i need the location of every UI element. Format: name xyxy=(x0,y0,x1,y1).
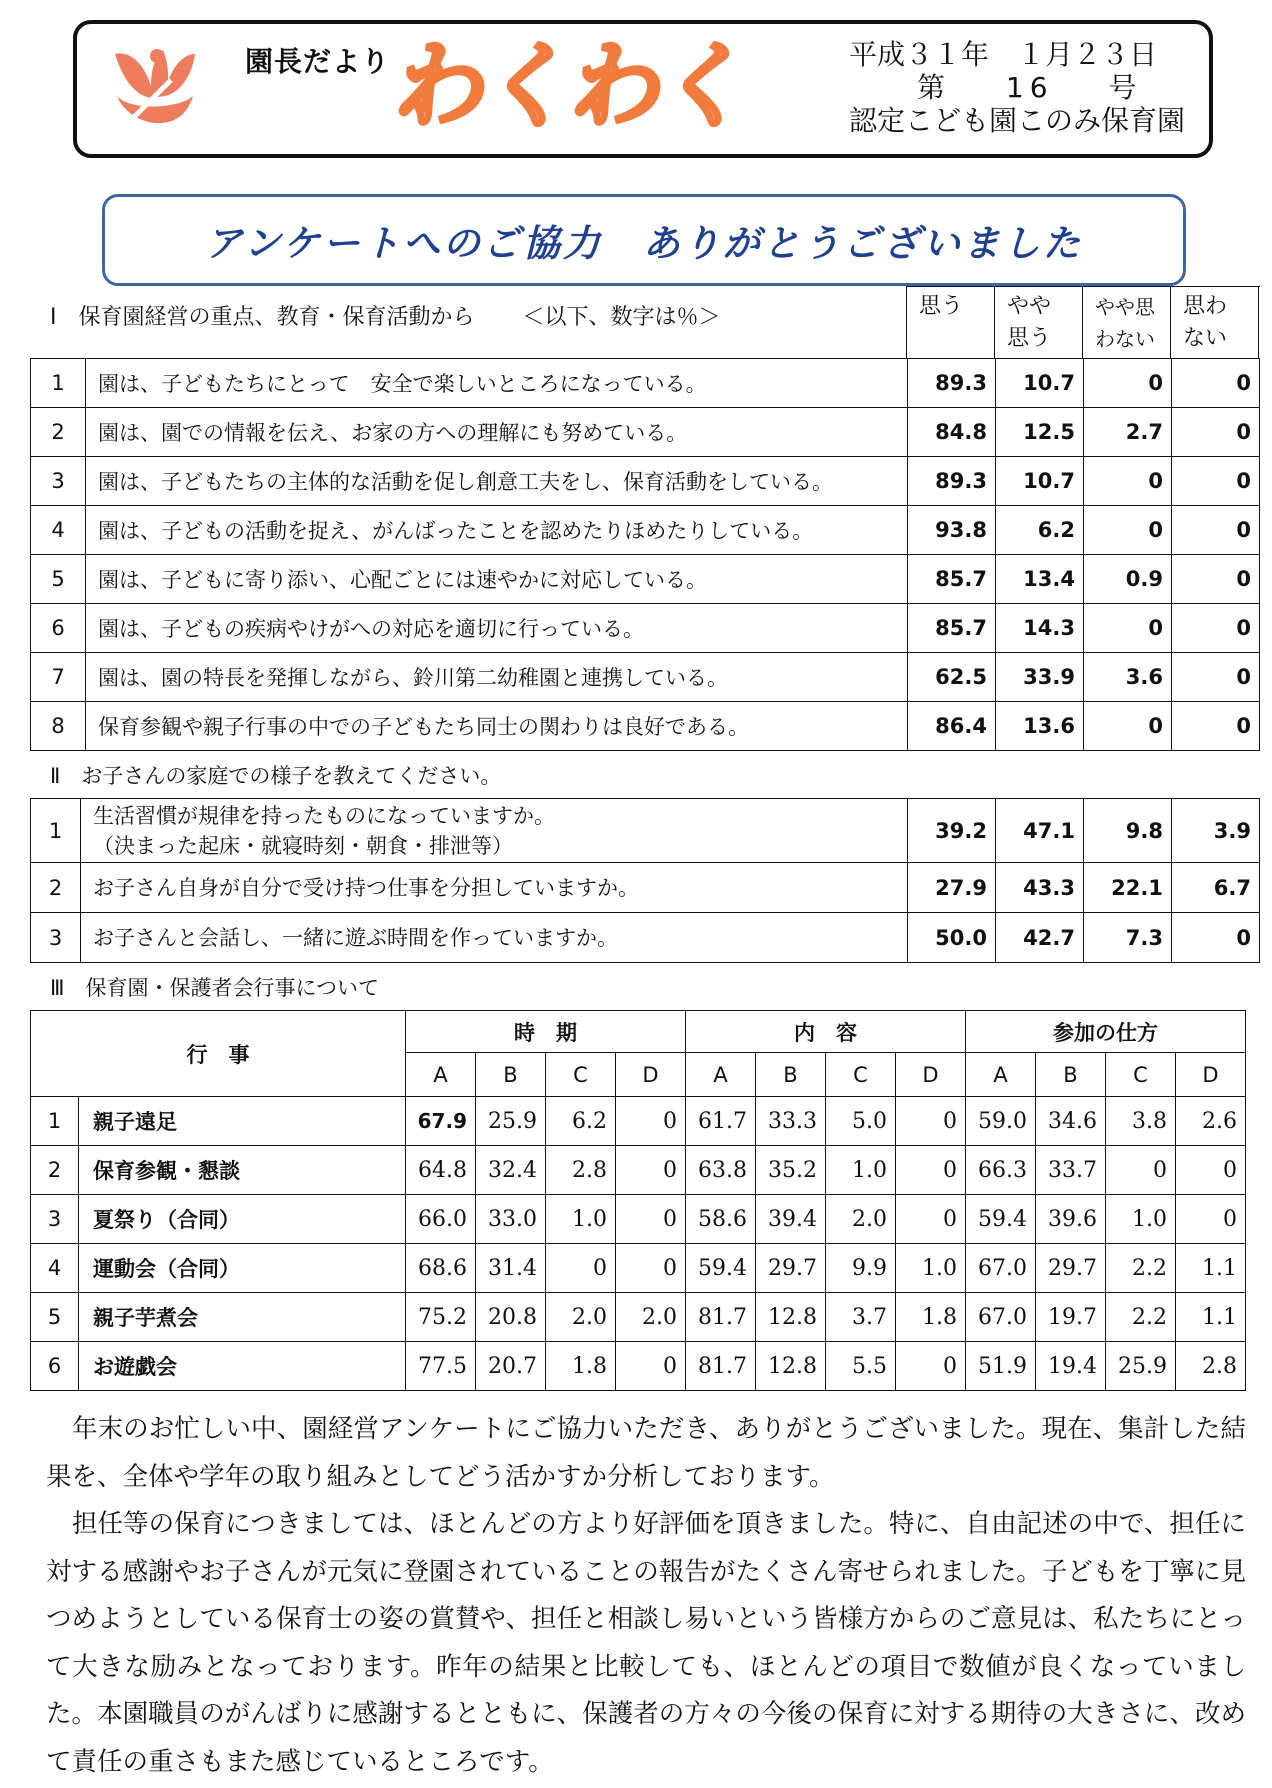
percent-value: 0 xyxy=(1172,506,1260,555)
percent-value: 0 xyxy=(896,1097,966,1146)
percent-value: 0 xyxy=(616,1195,686,1244)
percent-value: 25.9 xyxy=(476,1097,546,1146)
table-row xyxy=(31,1244,1246,1293)
event-name: 運動会（合同） xyxy=(79,1244,406,1293)
percent-value: 0 xyxy=(616,1097,686,1146)
percent-value: 29.7 xyxy=(1036,1244,1106,1293)
table-row xyxy=(31,1293,1246,1342)
table-row xyxy=(31,653,1260,702)
percent-value: 2.8 xyxy=(1176,1342,1246,1391)
subcolumn-header: A xyxy=(406,1053,476,1097)
percent-value: 89.3 xyxy=(908,457,996,506)
group-header: 内 容 xyxy=(686,1011,966,1053)
subcolumn-header: C xyxy=(826,1053,896,1097)
table-row xyxy=(31,702,1260,751)
question-text: 園は、子どもたちにとって 安全で楽しいところになっている。 xyxy=(86,359,908,408)
percent-value: 58.6 xyxy=(686,1195,756,1244)
subcolumn-header: D xyxy=(616,1053,686,1097)
question-subtext: （決まった起床・就寝時刻・朝食・排泄等） xyxy=(93,833,513,858)
thanks-banner xyxy=(102,194,1186,286)
percent-value: 3.6 xyxy=(1084,653,1172,702)
issue-suffix: 号 xyxy=(1108,71,1143,104)
issue-info xyxy=(849,38,1189,137)
row-number: 1 xyxy=(31,1097,79,1146)
percent-value: 0 xyxy=(1084,604,1172,653)
col-header-disagree: 思わ ない xyxy=(1171,287,1259,358)
percent-value: 0 xyxy=(896,1146,966,1195)
percent-value: 75.2 xyxy=(406,1293,476,1342)
table-row xyxy=(31,799,1260,863)
percent-value: 0 xyxy=(1084,702,1172,751)
closing-message xyxy=(46,1406,1246,1786)
percent-value: 1.0 xyxy=(896,1244,966,1293)
paragraph-1: 年末のお忙しい中、園経営アンケートにご協力いただき、ありがとうございました。現在、集計した結果を、全体や学年の取り組みとしてどう活かすか分析しております。 xyxy=(46,1414,1246,1492)
percent-value: 2.7 xyxy=(1084,408,1172,457)
percent-value: 34.6 xyxy=(1036,1097,1106,1146)
newsletter-title: わくわく xyxy=(389,33,757,140)
group-header: 参加の仕方 xyxy=(966,1011,1246,1053)
percent-value: 13.4 xyxy=(996,555,1084,604)
percent-value: 6.7 xyxy=(1172,863,1260,913)
percent-value: 0 xyxy=(1172,408,1260,457)
event-header: 行 事 xyxy=(31,1011,406,1097)
table-row xyxy=(31,1097,1246,1146)
newsletter-header xyxy=(73,20,1213,158)
section3-table xyxy=(30,1010,1246,1391)
question-text: お子さんと会話し、一緒に遊ぶ時間を作っていますか。 xyxy=(93,925,618,950)
percent-value: 85.7 xyxy=(908,555,996,604)
subcolumn-header: B xyxy=(1036,1053,1106,1097)
percent-value: 0 xyxy=(1084,506,1172,555)
subcolumn-header: A xyxy=(966,1053,1036,1097)
percent-value: 0 xyxy=(1172,913,1260,963)
percent-value: 67.0 xyxy=(966,1244,1036,1293)
percent-value: 33.9 xyxy=(996,653,1084,702)
percent-value: 86.4 xyxy=(908,702,996,751)
percent-value: 1.8 xyxy=(546,1342,616,1391)
row-number: 2 xyxy=(31,1146,79,1195)
subcolumn-header: D xyxy=(896,1053,966,1097)
percent-value: 2.0 xyxy=(826,1195,896,1244)
percent-value: 0 xyxy=(616,1342,686,1391)
table-row xyxy=(31,1195,1246,1244)
percent-value: 81.7 xyxy=(686,1342,756,1391)
percent-value: 59.4 xyxy=(686,1244,756,1293)
percent-value: 0 xyxy=(896,1342,966,1391)
subcolumn-header: B xyxy=(756,1053,826,1097)
percent-value: 66.3 xyxy=(966,1146,1036,1195)
percent-value: 68.6 xyxy=(406,1244,476,1293)
percent-value: 10.7 xyxy=(996,359,1084,408)
percent-value: 43.3 xyxy=(996,863,1084,913)
percent-value: 0 xyxy=(1172,359,1260,408)
percent-value: 0 xyxy=(1172,457,1260,506)
percent-value: 9.9 xyxy=(826,1244,896,1293)
row-number: 6 xyxy=(31,604,86,653)
paragraph-2: 担任等の保育につきましては、ほとんどの方より好評価を頂きました。特に、自由記述の中で、担任に対する感謝やお子さんが元気に登園されていることの報告がたくさん寄せられました。子どもを丁寧に見つめようとしている保育士の姿の賞賛や、担任と相談し易いという皆様方からのご意見は、私たちにとって大きな励みとなっております。昨年の結果と比較しても、ほとんどの項目で数値が良くなっていました。本園職員のがんばりに感謝するとともに、保護者の方々の今後の保育に対する期待の大きさに、改めて責任の重さもまた感じているところです。 xyxy=(46,1509,1246,1777)
percent-value: 10.7 xyxy=(996,457,1084,506)
row-number: 6 xyxy=(31,1342,79,1391)
percent-value: 3.7 xyxy=(826,1293,896,1342)
issue-number-value: 16 xyxy=(1005,71,1054,104)
row-number: 2 xyxy=(31,863,81,913)
percent-value: 2.0 xyxy=(546,1293,616,1342)
percent-value: 1.0 xyxy=(546,1195,616,1244)
question-cell xyxy=(81,799,908,863)
percent-value: 7.3 xyxy=(1084,913,1172,963)
percent-value: 29.7 xyxy=(756,1244,826,1293)
percent-value: 20.8 xyxy=(476,1293,546,1342)
percent-value: 12.8 xyxy=(756,1293,826,1342)
percent-value: 84.8 xyxy=(908,408,996,457)
percent-value: 1.0 xyxy=(1106,1195,1176,1244)
table-row xyxy=(31,555,1260,604)
percent-value: 6.2 xyxy=(996,506,1084,555)
percent-value: 89.3 xyxy=(908,359,996,408)
table-row xyxy=(31,506,1260,555)
percent-value: 5.0 xyxy=(826,1097,896,1146)
percent-value: 27.9 xyxy=(908,863,996,913)
percent-value: 42.7 xyxy=(996,913,1084,963)
percent-value: 59.0 xyxy=(966,1097,1036,1146)
percent-value: 5.5 xyxy=(826,1342,896,1391)
percent-value: 61.7 xyxy=(686,1097,756,1146)
percent-value: 0 xyxy=(1084,457,1172,506)
percent-value: 93.8 xyxy=(908,506,996,555)
issue-number xyxy=(849,71,1189,104)
subcolumn-header: C xyxy=(1106,1053,1176,1097)
row-number: 3 xyxy=(31,913,81,963)
rating-column-headers xyxy=(906,286,1260,358)
percent-value: 63.8 xyxy=(686,1146,756,1195)
subcolumn-header: C xyxy=(546,1053,616,1097)
percent-value: 0 xyxy=(1176,1195,1246,1244)
percent-value: 0 xyxy=(616,1244,686,1293)
subcolumn-header: D xyxy=(1176,1053,1246,1097)
percent-value: 2.8 xyxy=(546,1146,616,1195)
row-number: 5 xyxy=(31,1293,79,1342)
percent-value: 35.2 xyxy=(756,1146,826,1195)
percent-value: 13.6 xyxy=(996,702,1084,751)
percent-value: 0 xyxy=(1084,359,1172,408)
percent-value: 33.3 xyxy=(756,1097,826,1146)
percent-value: 1.1 xyxy=(1176,1244,1246,1293)
percent-value: 0 xyxy=(1172,555,1260,604)
percent-value: 19.4 xyxy=(1036,1342,1106,1391)
question-text: 園は、子どもに寄り添い、心配ごとには速やかに対応している。 xyxy=(86,555,908,604)
percent-value: 2.6 xyxy=(1176,1097,1246,1146)
percent-value: 0 xyxy=(546,1244,616,1293)
percent-value: 12.5 xyxy=(996,408,1084,457)
percent-note: ＜以下、数字は％＞ xyxy=(522,305,721,330)
percent-value: 64.8 xyxy=(406,1146,476,1195)
percent-value: 66.0 xyxy=(406,1195,476,1244)
row-number: 1 xyxy=(31,359,86,408)
row-number: 3 xyxy=(31,457,86,506)
subcolumn-header: B xyxy=(476,1053,546,1097)
section1-table xyxy=(30,358,1260,751)
table-row xyxy=(31,863,1260,913)
percent-value: 22.1 xyxy=(1084,863,1172,913)
section1-heading: Ⅰ 保育園経営の重点、教育・保育活動から xyxy=(50,305,475,330)
question-text: 園は、子どもの活動を捉え、がんばったことを認めたりほめたりしている。 xyxy=(86,506,908,555)
percent-value: 50.0 xyxy=(908,913,996,963)
percent-value: 77.5 xyxy=(406,1342,476,1391)
percent-value: 31.4 xyxy=(476,1244,546,1293)
section3-title: Ⅲ 保育園・保護者会行事について xyxy=(50,976,380,1000)
percent-value: 25.9 xyxy=(1106,1342,1176,1391)
col-header-somewhat-disagree: やや思 わない xyxy=(1083,287,1171,358)
table-row xyxy=(31,913,1260,963)
percent-value: 1.1 xyxy=(1176,1293,1246,1342)
percent-value: 0 xyxy=(616,1146,686,1195)
row-number: 4 xyxy=(31,506,86,555)
row-number: 2 xyxy=(31,408,86,457)
table-row xyxy=(31,408,1260,457)
col-header-agree: 思う xyxy=(907,287,995,358)
percent-value: 14.3 xyxy=(996,604,1084,653)
group-header: 時 期 xyxy=(406,1011,686,1053)
issue-prefix: 第 xyxy=(917,71,952,104)
question-text: 園は、園の特長を発揮しながら、鈴川第二幼稚園と連携している。 xyxy=(86,653,908,702)
percent-value: 62.5 xyxy=(908,653,996,702)
row-number: 1 xyxy=(31,799,81,863)
header-row xyxy=(31,1011,1246,1053)
banner-text: アンケートへのご協力 ありがとうございました xyxy=(205,222,1083,265)
percent-value: 1.0 xyxy=(826,1146,896,1195)
percent-value: 2.2 xyxy=(1106,1244,1176,1293)
subcolumn-header: A xyxy=(686,1053,756,1097)
percent-value: 0 xyxy=(1176,1146,1246,1195)
question-text: 生活習慣が規律を持ったものになっていますか。 xyxy=(93,803,555,828)
percent-value: 47.1 xyxy=(996,799,1084,863)
section2-table xyxy=(30,798,1260,963)
percent-value: 0 xyxy=(1172,702,1260,751)
percent-value: 1.8 xyxy=(896,1293,966,1342)
table-row xyxy=(31,1146,1246,1195)
percent-value: 33.0 xyxy=(476,1195,546,1244)
question-text: 園は、子どもの疾病やけがへの対応を適切に行っている。 xyxy=(86,604,908,653)
question-text: 園は、園での情報を伝え、お家の方への理解にも努めている。 xyxy=(86,408,908,457)
row-number: 3 xyxy=(31,1195,79,1244)
col-header-somewhat-agree: やや 思う xyxy=(995,287,1083,358)
issue-date: 平成３１年 １月２３日 xyxy=(849,38,1158,71)
question-text: 園は、子どもたちの主体的な活動を促し創意工夫をし、保育活動をしている。 xyxy=(86,457,908,506)
table-row xyxy=(31,604,1260,653)
question-cell xyxy=(81,863,908,913)
percent-value: 2.2 xyxy=(1106,1293,1176,1342)
percent-value: 19.7 xyxy=(1036,1293,1106,1342)
event-name: 親子遠足 xyxy=(79,1097,406,1146)
question-text: 保育参観や親子行事の中での子どもたち同士の関わりは良好である。 xyxy=(86,702,908,751)
percent-value: 0.9 xyxy=(1084,555,1172,604)
question-cell xyxy=(81,913,908,963)
event-name: 夏祭り（合同） xyxy=(79,1195,406,1244)
table-row xyxy=(31,359,1260,408)
percent-value: 85.7 xyxy=(908,604,996,653)
percent-value: 81.7 xyxy=(686,1293,756,1342)
percent-value: 51.9 xyxy=(966,1342,1036,1391)
percent-value: 67.0 xyxy=(966,1293,1036,1342)
percent-value: 3.8 xyxy=(1106,1097,1176,1146)
percent-value: 6.2 xyxy=(546,1097,616,1146)
row-number: 8 xyxy=(31,702,86,751)
event-name: 親子芋煮会 xyxy=(79,1293,406,1342)
section2-title: Ⅱ お子さんの家庭での様子を教えてください。 xyxy=(50,764,502,788)
percent-value: 2.0 xyxy=(616,1293,686,1342)
percent-value: 0 xyxy=(1172,653,1260,702)
event-name: 保育参観・懇談 xyxy=(79,1146,406,1195)
percent-value: 0 xyxy=(1106,1146,1176,1195)
percent-value: 0 xyxy=(896,1195,966,1244)
percent-value: 67.9 xyxy=(406,1097,476,1146)
percent-value: 39.2 xyxy=(908,799,996,863)
table-row xyxy=(31,1342,1246,1391)
percent-value: 0 xyxy=(1172,604,1260,653)
percent-value: 20.7 xyxy=(476,1342,546,1391)
percent-value: 59.4 xyxy=(966,1195,1036,1244)
percent-value: 39.4 xyxy=(756,1195,826,1244)
percent-value: 39.6 xyxy=(1036,1195,1106,1244)
school-logo-icon xyxy=(111,46,199,136)
percent-value: 12.8 xyxy=(756,1342,826,1391)
section1-title xyxy=(50,300,721,331)
percent-value: 9.8 xyxy=(1084,799,1172,863)
column-title: 園長だより xyxy=(245,45,391,78)
school-name: 認定こども園このみ保育園 xyxy=(849,104,1186,137)
question-text: お子さん自身が自分で受け持つ仕事を分担していますか。 xyxy=(93,875,639,900)
row-number: 5 xyxy=(31,555,86,604)
table-row xyxy=(31,457,1260,506)
percent-value: 32.4 xyxy=(476,1146,546,1195)
row-number: 7 xyxy=(31,653,86,702)
row-number: 4 xyxy=(31,1244,79,1293)
percent-value: 3.9 xyxy=(1172,799,1260,863)
percent-value: 33.7 xyxy=(1036,1146,1106,1195)
event-name: お遊戯会 xyxy=(79,1342,406,1391)
